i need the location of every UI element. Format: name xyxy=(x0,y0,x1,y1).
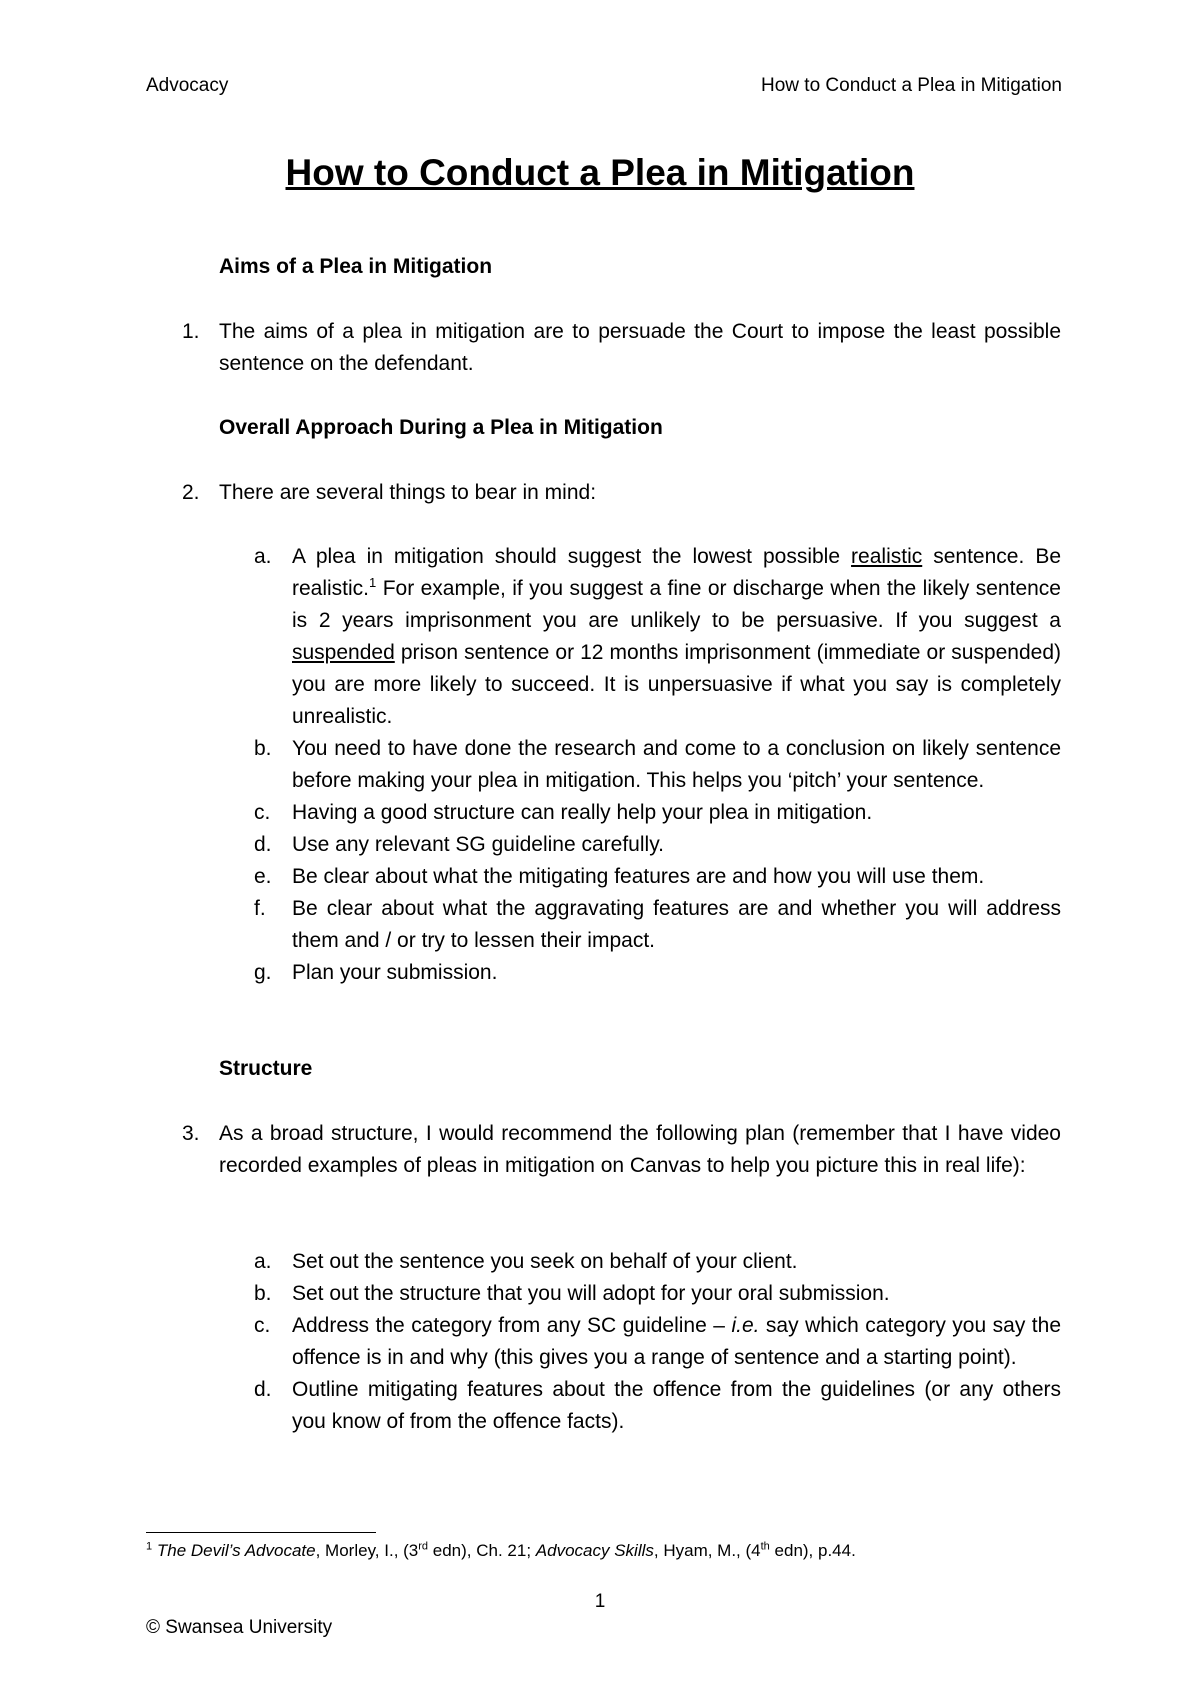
list-item-text: Be clear about what the aggravating features are and whether you will address them and / or try to lessen their impact. xyxy=(292,897,1061,952)
paragraph-number: 1. xyxy=(182,320,200,343)
list-item-text: Plan your submission. xyxy=(292,961,498,984)
list-letter: c. xyxy=(254,801,271,824)
list-item xyxy=(254,1310,1061,1374)
structure-list xyxy=(254,1246,1061,1438)
document-title: How to Conduct a Plea in Mitigation xyxy=(285,152,915,193)
italic-ie: i.e. xyxy=(731,1314,760,1337)
list-item xyxy=(254,733,1061,797)
list-item-text: Use any relevant SG guideline carefully. xyxy=(292,833,664,856)
list-letter: a. xyxy=(254,545,272,568)
list-item-text: A plea in mitigation should suggest the lowest possible realistic sentence. Be realistic.$^1$ For example, if you suggest a fine or discharge when the likely sentence is 2 years imprisonment you are unlikely to be persuasive. If you suggest a suspended prison sentence or 12 months imprisonment (immediate or suspended) you are more likely to succeed. It is unpersuasive if what you say is completely unrealistic. xyxy=(292,545,1062,728)
list-letter: f. xyxy=(254,897,266,920)
footnote-ref[interactable]: 1 xyxy=(369,575,377,590)
underlined-realistic: realistic xyxy=(851,545,923,568)
list-item xyxy=(254,1374,1061,1438)
list-item xyxy=(254,1246,1061,1278)
list-letter: g. xyxy=(254,961,272,984)
underlined-suspended: suspended xyxy=(292,641,395,664)
section-heading-aims: Aims of a Plea in Mitigation xyxy=(219,255,493,278)
list-item xyxy=(254,797,1061,829)
section-heading-structure: Structure xyxy=(219,1057,313,1080)
page-number: 1 xyxy=(594,1591,606,1612)
list-letter: a. xyxy=(254,1250,272,1273)
running-header-right: How to Conduct a Plea in Mitigation xyxy=(761,75,1062,96)
paragraph-2 xyxy=(182,477,1061,509)
list-item xyxy=(254,829,1061,861)
list-item-text: Be clear about what the mitigating features are and how you will use them. xyxy=(292,865,985,888)
paragraph-text: As a broad structure, I would recommend the following plan (remember that I have video recorded examples of pleas in mitigation on Canvas to help you picture this in real life): xyxy=(219,1122,1061,1177)
paragraph-1 xyxy=(182,316,1061,380)
running-header-left: Advocacy xyxy=(146,75,229,96)
section-heading-approach: Overall Approach During a Plea in Mitigation xyxy=(219,416,663,439)
list-item xyxy=(254,893,1061,957)
footnote-1: $^1$ The Devil’s Advocate, Morley, I., (3rd edn), Ch. 21; Advocacy Skills, Hyam, M., (4th edn), p.44. xyxy=(146,1540,856,1560)
list-item-text: Set out the structure that you will adopt for your oral submission. xyxy=(292,1282,890,1305)
list-item-text: Having a good structure can really help your plea in mitigation. xyxy=(292,801,873,824)
list-item-text: Address the category from any SC guideline – i.e. say which category you say the offence is in and why (this gives you a range of sentence and a starting point). xyxy=(292,1314,1062,1369)
footnote-number: 1 xyxy=(146,1540,153,1553)
list-item-text: You need to have done the research and come to a conclusion on likely sentence before making your plea in mitigation. This helps you ‘pitch’ your sentence. xyxy=(292,737,1061,792)
list-letter: b. xyxy=(254,737,272,760)
footnote-book-title: The Devil’s Advocate xyxy=(156,1541,316,1560)
list-item-text: Set out the sentence you seek on behalf of your client. xyxy=(292,1250,798,1273)
list-item xyxy=(254,957,1061,989)
list-letter: c. xyxy=(254,1314,271,1337)
list-item-text: Outline mitigating features about the offence from the guidelines (or any others you know of from the offence facts). xyxy=(292,1378,1061,1433)
list-item xyxy=(254,1278,1061,1310)
paragraph-number: 3. xyxy=(182,1122,200,1145)
footnote-book-title: Advocacy Skills xyxy=(535,1541,654,1560)
paragraph-number: 2. xyxy=(182,481,200,504)
approach-list xyxy=(254,541,1061,989)
list-item xyxy=(254,861,1061,893)
list-letter: b. xyxy=(254,1282,272,1305)
list-letter: d. xyxy=(254,833,272,856)
paragraph-text: The aims of a plea in mitigation are to persuade the Court to impose the least possible sentence on the defendant. xyxy=(219,320,1061,375)
copyright-footer: © Swansea University xyxy=(146,1617,333,1638)
footnote-separator xyxy=(146,1532,376,1533)
list-letter: d. xyxy=(254,1378,272,1401)
paragraph-text: There are several things to bear in mind: xyxy=(219,481,597,504)
list-letter: e. xyxy=(254,865,272,888)
paragraph-3 xyxy=(182,1118,1061,1182)
list-item xyxy=(254,541,1061,733)
